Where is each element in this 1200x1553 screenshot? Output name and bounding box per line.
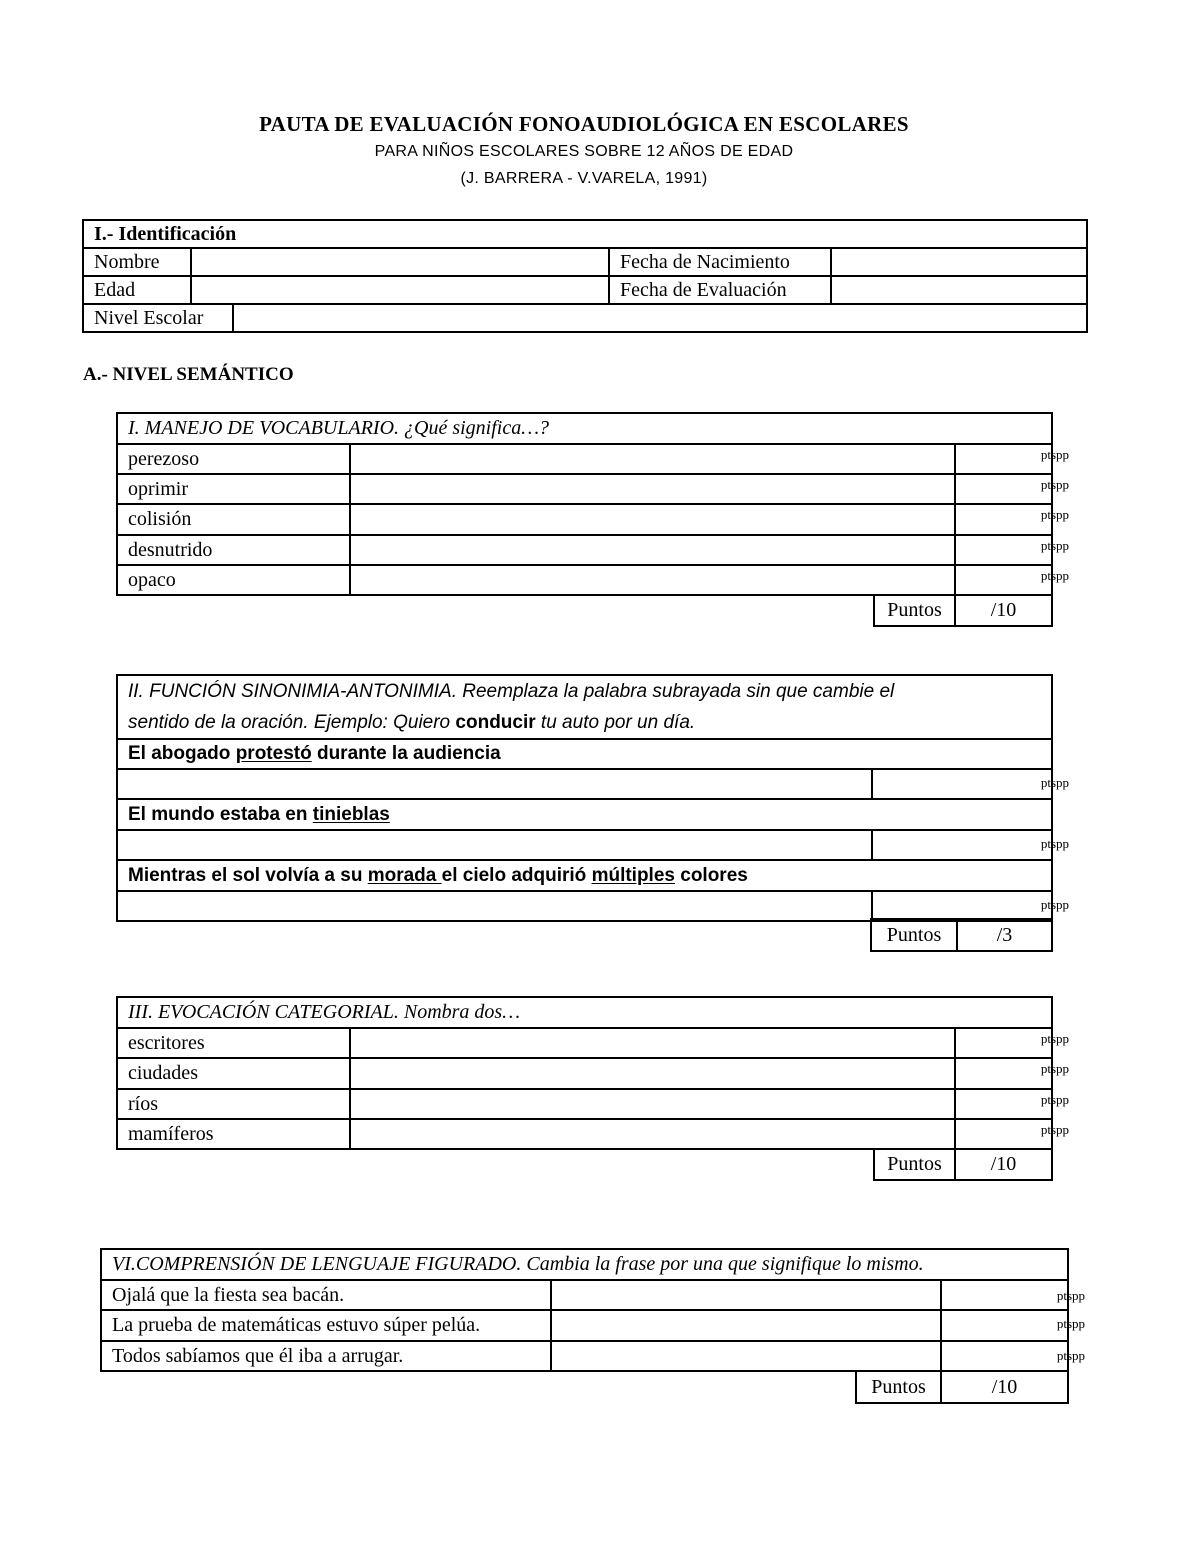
- category-label: ríos: [117, 1089, 350, 1119]
- vocabulario-word: perezoso: [117, 444, 350, 474]
- pts-label: ptspp: [1040, 1092, 1069, 1107]
- identification-table: [82, 219, 1088, 333]
- pts-label: ptspp: [1056, 1348, 1086, 1363]
- underlined-word: protestó: [235, 743, 312, 764]
- sinonimia-header-line2-end: tu auto por un día.: [535, 712, 696, 733]
- pts-label: ptspp: [1040, 538, 1070, 553]
- underlined-word: tinieblas: [312, 803, 390, 825]
- underlined-word: morada: [367, 864, 442, 886]
- category-label: mamíferos: [117, 1119, 350, 1149]
- sinonimia-header-line2: sentido de la oración. Ejemplo: Quiero: [128, 712, 456, 733]
- pts-label: ptspp: [1040, 1122, 1069, 1137]
- figurado-total: /10: [941, 1371, 1068, 1403]
- vocabulario-word: desnutrido: [117, 535, 350, 565]
- puntos-label: Puntos: [874, 1149, 955, 1180]
- score-cell[interactable]: [955, 1119, 1069, 1149]
- underlined-word: múltiples: [591, 864, 675, 886]
- vocabulario-header: I. MANEJO DE VOCABULARIO. ¿Qué significa…?: [117, 413, 1052, 444]
- vocabulario-answer-field[interactable]: [350, 504, 955, 535]
- spacer: [117, 1149, 874, 1180]
- pts-label: ptspp: [1040, 1061, 1069, 1076]
- pts-label: ptspp: [1040, 775, 1069, 790]
- category-answer-field[interactable]: [350, 1058, 955, 1089]
- identification-header: I.- Identificación: [83, 220, 1087, 248]
- pts-label: ptspp: [1040, 836, 1069, 851]
- pts-label: ptspp: [1040, 1031, 1069, 1046]
- sentence-text: el cielo adquirió: [441, 864, 592, 886]
- spacer: [101, 1371, 856, 1403]
- pts-label: ptspp: [1056, 1316, 1086, 1331]
- category-answer-field[interactable]: [350, 1089, 955, 1119]
- sinonimia-table: [116, 674, 1069, 922]
- category-label: ciudades: [117, 1058, 350, 1089]
- nivel-escolar-field[interactable]: [233, 304, 1087, 332]
- puntos-label: Puntos: [856, 1371, 941, 1403]
- sentence-1: [117, 739, 1052, 769]
- vocabulario-answer-field[interactable]: [350, 444, 955, 474]
- sinonimia-header-line1: II. FUNCIÓN SINONIMIA-ANTONIMIA. Reemplaza la palabra subrayada sin que cambie el: [128, 681, 895, 702]
- sentence-text: colores: [674, 864, 748, 886]
- score-cell[interactable]: [955, 1089, 1069, 1119]
- sentence-2-answer-field[interactable]: [117, 830, 872, 860]
- fecha-nacimiento-field[interactable]: [831, 248, 1087, 276]
- pts-label: ptspp: [1056, 1288, 1086, 1303]
- evocacion-header: III. EVOCACIÓN CATEGORIAL. Nombra dos…: [117, 997, 1052, 1028]
- phrase-label: Ojalá que la fiesta sea bacán.: [101, 1280, 551, 1310]
- fecha-nacimiento-label: Fecha de Nacimiento: [609, 248, 831, 276]
- score-cell[interactable]: [872, 891, 1069, 921]
- score-cell[interactable]: [955, 504, 1070, 535]
- pts-label: ptspp: [1040, 897, 1069, 912]
- phrase-answer-field[interactable]: [551, 1280, 941, 1310]
- figurado-header: VI.COMPRENSIÓN DE LENGUAJE FIGURADO. Cambia la frase por una que signifique lo mismo.: [101, 1249, 1068, 1280]
- vocabulario-answer-field[interactable]: [350, 474, 955, 504]
- vocabulario-table: [116, 412, 1070, 627]
- document-title: PAUTA DE EVALUACIÓN FONOAUDIOLÓGICA EN ESCOLARES: [259, 112, 909, 136]
- vocabulario-total: /10: [955, 595, 1052, 626]
- nombre-label: Nombre: [83, 248, 191, 276]
- fecha-evaluacion-field[interactable]: [831, 276, 1087, 304]
- score-cell[interactable]: [955, 565, 1070, 595]
- score-cell[interactable]: [941, 1280, 1086, 1310]
- score-cell[interactable]: [955, 1028, 1069, 1058]
- sentence-text: Mientras el sol volvía a su: [128, 864, 368, 886]
- sentence-text: durante la audiencia: [311, 743, 501, 764]
- phrase-answer-field[interactable]: [551, 1310, 941, 1341]
- vocabulario-answer-field[interactable]: [350, 565, 955, 595]
- nivel-escolar-label: Nivel Escolar: [83, 304, 233, 332]
- score-cell[interactable]: [955, 474, 1070, 504]
- category-answer-field[interactable]: [350, 1119, 955, 1149]
- edad-label: Edad: [83, 276, 191, 304]
- score-cell[interactable]: [955, 444, 1070, 474]
- sentence-text: El mundo estaba en: [128, 803, 313, 825]
- vocabulario-word: opaco: [117, 565, 350, 595]
- puntos-label: Puntos: [874, 595, 955, 626]
- sentence-3: [117, 860, 1052, 891]
- puntos-label: Puntos: [871, 919, 957, 951]
- sinonimia-total-table: [870, 918, 1053, 952]
- score-cell[interactable]: [941, 1310, 1086, 1341]
- sentence-3-answer-field[interactable]: [117, 891, 872, 921]
- phrase-label: La prueba de matemáticas estuvo súper pelúa.: [101, 1310, 551, 1341]
- pts-label: ptspp: [1040, 507, 1070, 522]
- nombre-field[interactable]: [191, 248, 609, 276]
- vocabulario-word: colisión: [117, 504, 350, 535]
- pts-label: ptspp: [1040, 447, 1070, 462]
- sentence-1-answer-field[interactable]: [117, 769, 872, 799]
- score-cell[interactable]: [955, 1058, 1069, 1089]
- edad-field[interactable]: [191, 276, 609, 304]
- section-a-heading: A.- NIVEL SEMÁNTICO: [83, 364, 294, 385]
- pts-label: ptspp: [1040, 477, 1070, 492]
- evocacion-total: /10: [955, 1149, 1052, 1180]
- score-cell[interactable]: [872, 830, 1069, 860]
- vocabulario-word: oprimir: [117, 474, 350, 504]
- document-subtitle: PARA NIÑOS ESCOLARES SOBRE 12 AÑOS DE EDAD: [374, 143, 794, 160]
- phrase-label: Todos sabíamos que él iba a arrugar.: [101, 1341, 551, 1371]
- fecha-evaluacion-label: Fecha de Evaluación: [609, 276, 831, 304]
- category-label: escritores: [117, 1028, 350, 1058]
- example-word: conducir: [455, 712, 536, 733]
- sinonimia-total: /3: [957, 919, 1052, 951]
- score-cell[interactable]: [872, 769, 1069, 799]
- vocabulario-answer-field[interactable]: [350, 535, 955, 565]
- score-cell[interactable]: [955, 535, 1070, 565]
- pts-label: ptspp: [1040, 568, 1070, 583]
- evocacion-table: [116, 996, 1069, 1181]
- spacer: [117, 595, 874, 626]
- score-cell[interactable]: [941, 1341, 1086, 1371]
- category-answer-field[interactable]: [350, 1028, 955, 1058]
- sentence-2: [117, 799, 1052, 830]
- phrase-answer-field[interactable]: [551, 1341, 941, 1371]
- figurado-table: [100, 1248, 1086, 1404]
- document-authors: (J. BARRERA - V.VARELA, 1991): [460, 170, 708, 187]
- sentence-text: El abogado: [128, 743, 236, 764]
- sinonimia-header: [117, 675, 1052, 739]
